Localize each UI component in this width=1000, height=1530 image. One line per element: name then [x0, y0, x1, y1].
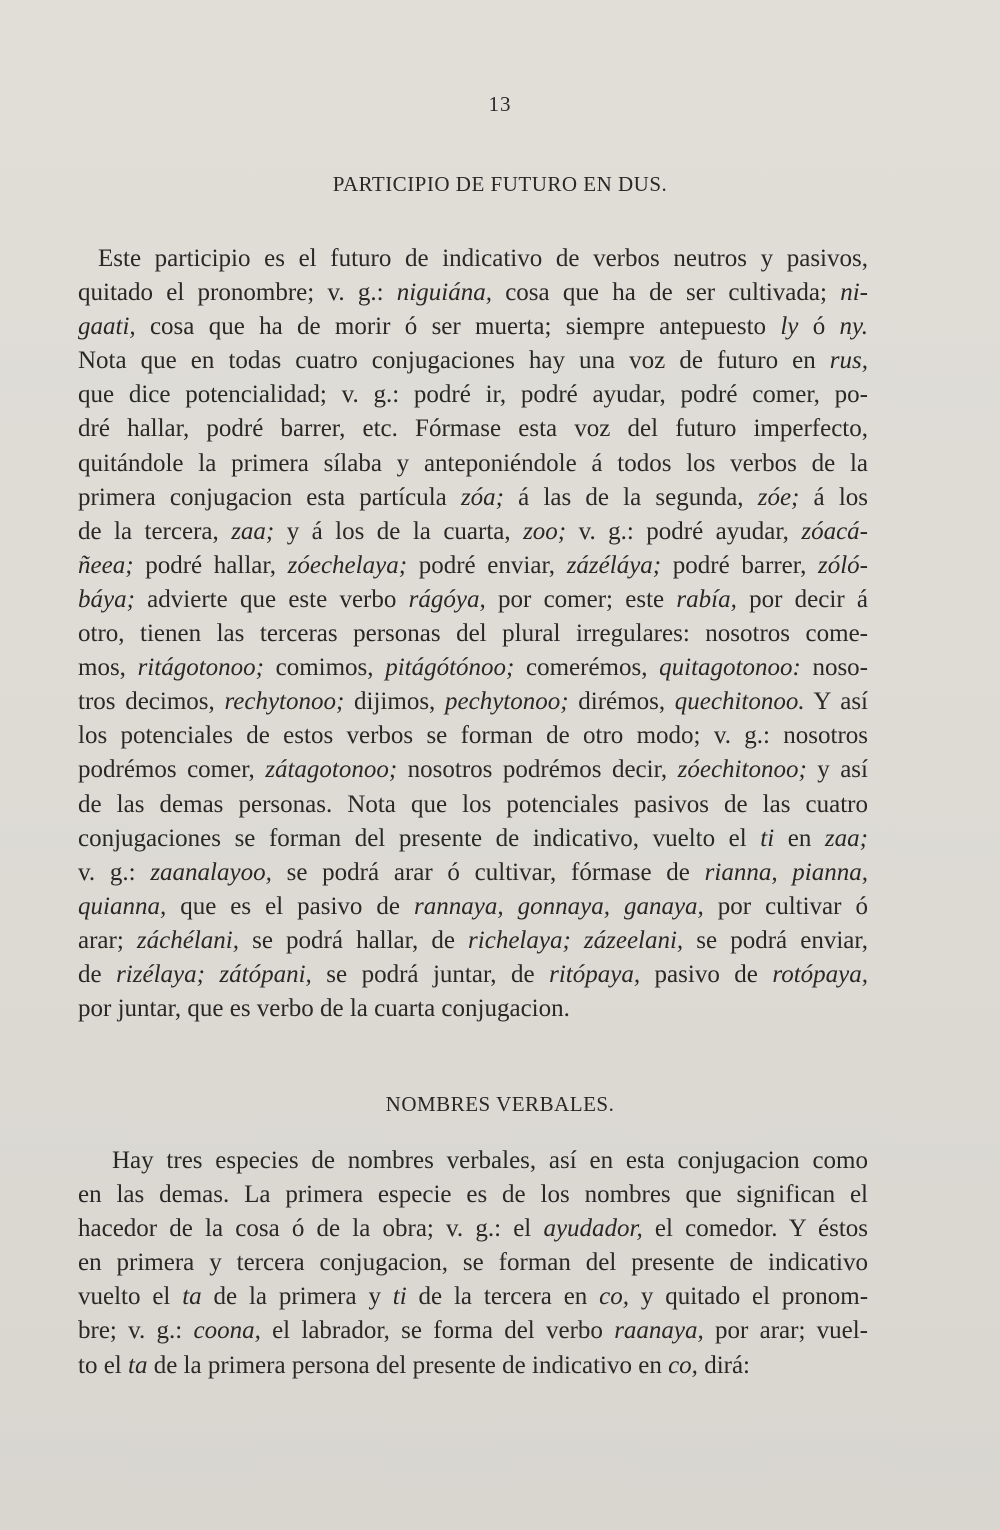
italic-term: co, [668, 1351, 698, 1379]
italic-term: coona, [193, 1317, 261, 1345]
text-line: podrémos comer, zátagotonoo; nosotros podrémos decir, zóechitonoo; y así [78, 756, 868, 784]
italic-term: rus, [829, 347, 868, 375]
text-line: tros decimos, rechytonoo; dijimos, pechytonoo; dirémos, quechitonoo. Y así [78, 688, 868, 716]
text-line: ñeea; podré hallar, zóechelaya; podré enviar, zázéláya; podré barrer, zóló- [78, 551, 868, 579]
italic-term: rotópaya, [772, 960, 868, 988]
text-line: conjugaciones se forman del presente de indicativo, vuelto el ti en zaa; [78, 824, 868, 852]
italic-term: zaa; [824, 824, 868, 852]
text-line: de la tercera, zaa; y á los de la cuarta, zoo; v. g.: podré ayudar, zóacá- [78, 517, 869, 545]
italic-term: rizélaya; zátópani, [116, 960, 312, 988]
text-line: hacedor de la cosa ó de la obra; v. g.: el ayudador, el comedor. Y éstos [78, 1215, 869, 1243]
text-line: dré hallar, podré barrer, etc. Fórmase esta voz del futuro imperfecto, [78, 415, 868, 443]
italic-term: zóa; [460, 483, 504, 511]
text-line: gaati, cosa que ha de morir ó ser muerta; siempre antepuesto ly ó ny. [78, 313, 868, 341]
text-line: Nota que en todas cuatro conjugaciones hay una voz de futuro en rus, [78, 347, 868, 375]
italic-term: zaa; [231, 517, 275, 545]
italic-term: rannaya, gonnaya, ganaya, [414, 892, 704, 920]
italic-term: zázéláya; [566, 551, 662, 579]
italic-term: quianna, [78, 892, 167, 920]
text-line: arar; záchélani, se podrá hallar, de richelaya; zázeelani, se podrá enviar, [78, 926, 868, 954]
text-line: mos, ritágotonoo; comimos, pitágótónoo; comerémos, quitagotonoo: noso- [78, 654, 868, 682]
italic-term: ritópaya, [549, 960, 641, 988]
text-line: quianna, que es el pasivo de rannaya, gonnaya, ganaya, por cultivar ó [78, 892, 868, 920]
italic-term: zoo; [523, 517, 567, 545]
italic-term: rágóya, [408, 585, 486, 613]
italic-term: zóacá- [801, 517, 869, 545]
italic-term: ta [182, 1283, 202, 1311]
text-line: de las demas personas. Nota que los potenciales pasivos de las cuatro [78, 790, 868, 818]
italic-term: báya; [78, 585, 135, 613]
italic-term: zóe; [757, 483, 800, 511]
text-line: otro, tienen las terceras personas del plural irregulares: nosotros come- [78, 620, 868, 648]
text-line: Este participio es el futuro de indicativo de verbos neutros y pasivos, [98, 245, 868, 272]
italic-term: rabía, [676, 585, 737, 613]
italic-term: ni- [840, 279, 868, 307]
italic-term: rechytonoo; [224, 688, 345, 716]
section-heading-participio: PARTICIPIO DE FUTURO EN DUS. [332, 172, 668, 196]
text-line: primera conjugacion esta partícula zóa; á las de la segunda, zóe; á los [78, 483, 868, 511]
italic-term: zaanalayoo, [150, 858, 272, 886]
italic-term: zóechelaya; [287, 551, 408, 579]
italic-term: záchélani, [136, 926, 239, 954]
text-line: en las demas. La primera especie es de los nombres que significan el [78, 1181, 868, 1209]
italic-term: ti [760, 824, 775, 852]
italic-term: zóechitonoo; [677, 756, 807, 784]
text-line: los potenciales de estos verbos se forman de otro modo; v. g.: nosotros [78, 722, 868, 750]
text-line: en primera y tercera conjugacion, se forman del presente de indicativo [78, 1249, 868, 1277]
text-line: quitado el pronombre; v. g.: niguiána, cosa que ha de ser cultivada; ni- [78, 279, 868, 307]
text-line: quitándole la primera sílaba y anteponiéndole á todos los verbos de la [78, 449, 868, 477]
italic-term: pechytonoo; [445, 688, 569, 716]
italic-term: ayudador, [543, 1215, 643, 1243]
section-heading-nombres-verbales: NOMBRES VERBALES. [385, 1092, 615, 1116]
text-line: de rizélaya; zátópani, se podrá juntar, de ritópaya, pasivo de rotópaya, [78, 960, 868, 988]
text-line: Hay tres especies de nombres verbales, así en esta conjugacion como [112, 1147, 868, 1174]
italic-term: zóló- [818, 551, 868, 579]
text-line: v. g.: zaanalayoo, se podrá arar ó cultivar, fórmase de rianna, pianna, [78, 858, 869, 886]
text-line: vuelto el ta de la primera y ti de la tercera en co, y quitado el pronom- [78, 1283, 869, 1311]
paragraph-participio [78, 242, 868, 1026]
italic-term: zátagotonoo; [265, 756, 398, 784]
italic-term: quitagotonoo: [659, 654, 801, 682]
paragraph-nombres-verbales [78, 1144, 868, 1383]
italic-term: ritágotonoo; [137, 654, 264, 682]
text-line: bre; v. g.: coona, el labrador, se forma del verbo raanaya, por arar; vuel- [78, 1317, 869, 1345]
page-number: 13 [488, 92, 512, 116]
italic-term: co, [599, 1283, 630, 1311]
italic-term: ly [780, 313, 799, 341]
text-line: que dice potencialidad; v. g.: podré ir, podré ayudar, podré comer, po- [78, 381, 868, 409]
text-line: por juntar, que es verbo de la cuarta conjugacion. [78, 995, 570, 1023]
italic-term: quechitonoo. [674, 688, 805, 716]
italic-term: ñeea; [78, 551, 134, 579]
italic-term: rianna, pianna, [704, 858, 869, 886]
italic-term: richelaya; zázeelani, [468, 926, 684, 954]
italic-term: niguiána, [396, 279, 492, 307]
italic-term: ta [128, 1351, 148, 1379]
italic-term: pitágótónoo; [385, 654, 515, 682]
text-line: báya; advierte que este verbo rágóya, por comer; este rabía, por decir á [78, 585, 869, 613]
italic-term: raanaya, [614, 1317, 704, 1345]
text-line: to el ta de la primera persona del presente de indicativo en co, dirá: [78, 1351, 751, 1379]
italic-term: gaati, [78, 313, 136, 341]
italic-term: ti [392, 1283, 407, 1311]
italic-term: ny. [839, 313, 868, 341]
